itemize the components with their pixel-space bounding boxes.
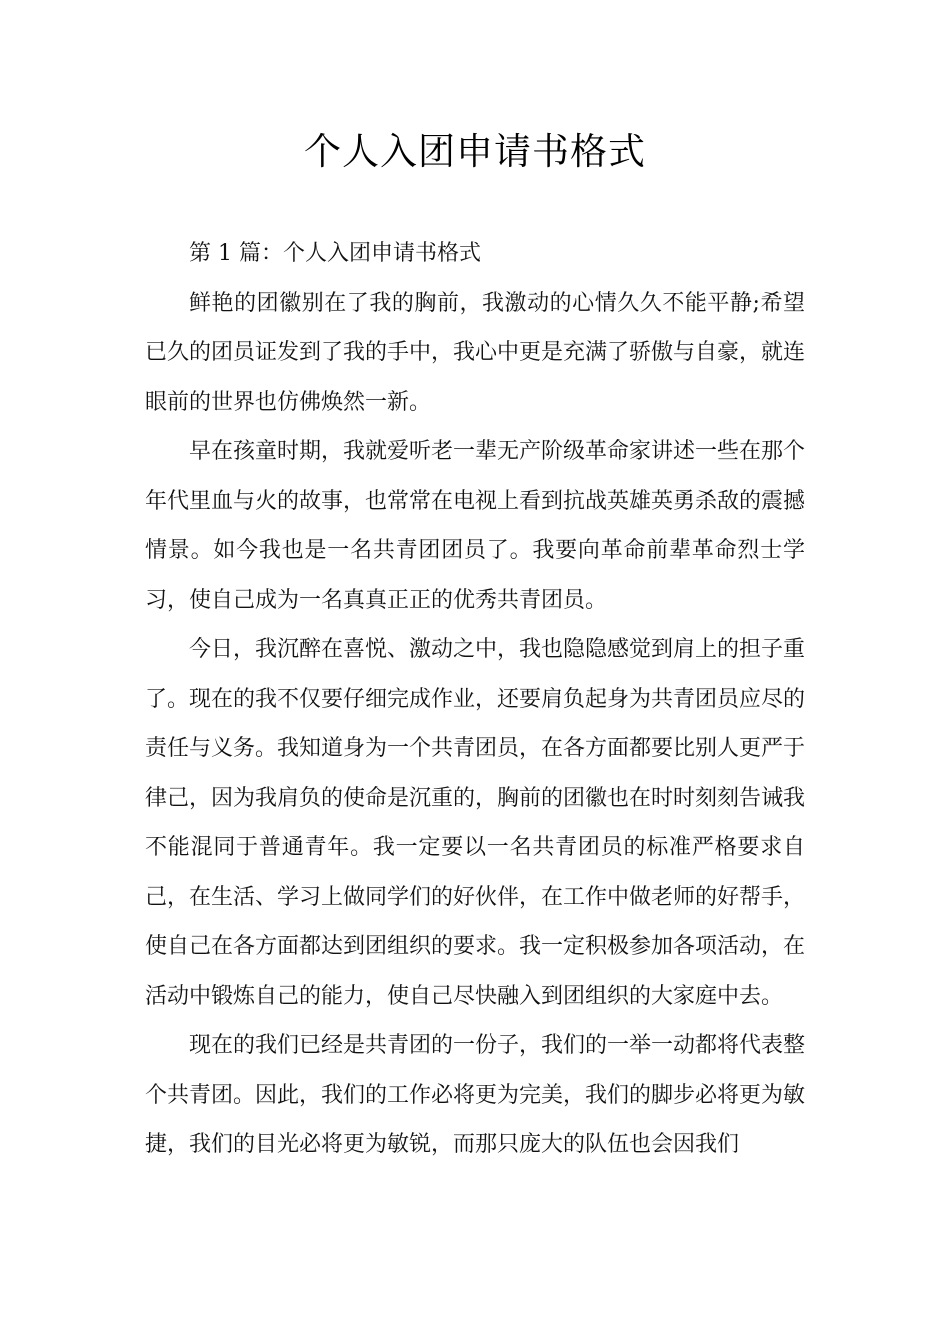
paragraph-2: 早在孩童时期，我就爱听老一辈无产阶级革命家讲述一些在那个年代里血与火的故事，也常常在电视上看到抗战英雄英勇杀敌的震撼情景。如今我也是一名共青团团员了。我要向革命前辈革命烈士学习，使自己成为一名真真正正的优秀共青团员。 [145, 439, 806, 613]
paragraph-3: 今日，我沉醉在喜悦、激动之中，我也隐隐感觉到肩上的担子重了。现在的我不仅要仔细完成作业，还要肩负起身为共青团员应尽的责任与义务。我知道身为一个共青团员，在各方面都要比别人更严于律己，因为我肩负的使命是沉重的，胸前的团徽也在时时刻刻告诫我不能混同于普通青年。我一定要以一名共青团员的标准严格要求自己，在生活、学习上做同学们的好伙伴，在工作中做老师的好帮手，使自己在各方面都达到团组织的要求。我一定积极参加各项活动，在活动中锻炼自己的能力，使自己尽快融入到团组织的大家庭中去。 [145, 637, 806, 1009]
paragraph-1: 鲜艳的团徽别在了我的胸前，我激动的心情久久不能平静;希望已久的团员证发到了我的手中，我心中更是充满了骄傲与自豪，就连眼前的世界也仿佛焕然一新。 [145, 290, 806, 415]
paragraph-4: 现在的我们已经是共青团的一份子，我们的一举一动都将代表整个共青团。因此，我们的工作必将更为完美，我们的脚步必将更为敏捷，我们的目光必将更为敏锐，而那只庞大的队伍也会因我们 [145, 1033, 806, 1157]
document-title: 个人入团申请书格式 [304, 130, 646, 173]
section-heading: 第 1 篇：个人入团申请书格式 [189, 241, 481, 266]
document-body [145, 229, 805, 1170]
